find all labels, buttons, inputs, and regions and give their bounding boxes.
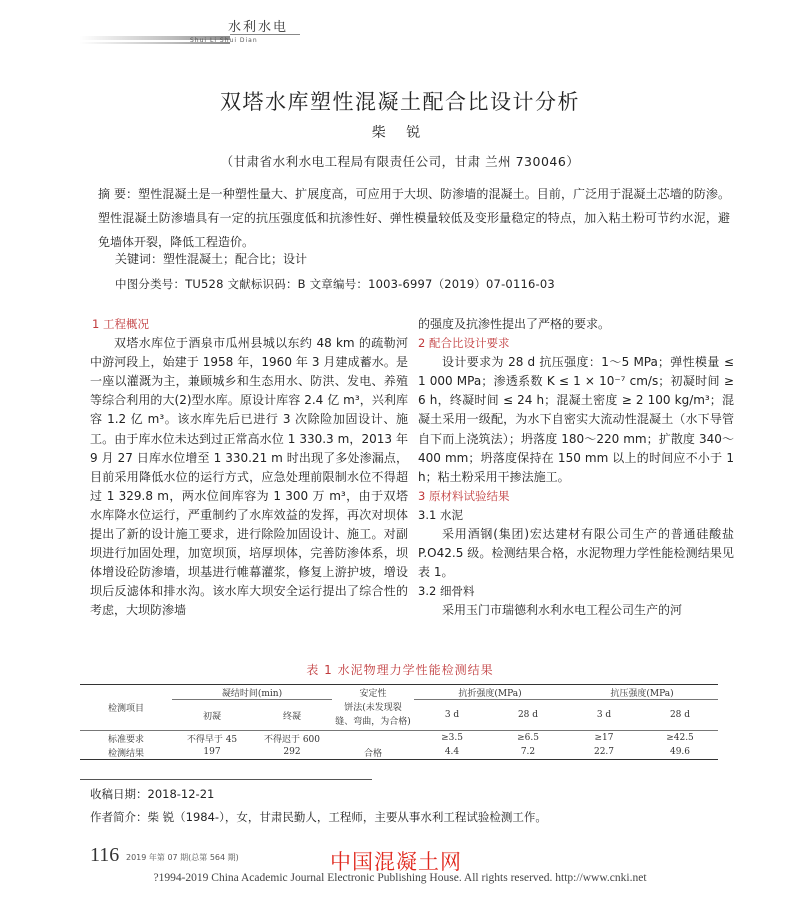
table-sub-pie-line-1: 饼法(未发现裂	[344, 702, 402, 713]
watermark: 中国混凝土网	[330, 850, 462, 874]
table-head-item: 检测项目	[80, 685, 172, 731]
table-row	[80, 731, 718, 746]
copyright-line: ?1994-2019 China Academic Journal Electronic Publishing House. All rights reserved. http://www.cnki.net	[153, 872, 647, 884]
abstract-text: 塑性混凝土是一种塑性量大、扩展度高，可应用于大坝、防渗墙的混凝土。目前，广泛用于混凝土芯墙的防渗。塑性混凝土防渗墙具有一定的抗压强度低和抗渗性好、弹性模量较低及变形量稳定的特点，加入粘土粉可节约水泥，避免墙体开裂，降低工程造价。	[98, 187, 730, 249]
footnote-divider	[80, 779, 372, 780]
affiliation: （甘肃省水利水电工程局有限责任公司，甘肃 兰州 730046）	[220, 154, 580, 169]
abstract	[98, 182, 730, 254]
table-sub-comp-3d: 3 d	[566, 700, 642, 731]
table-cell: 不得迟于 600	[263, 734, 321, 745]
table-cell: ≥42.5	[666, 733, 694, 743]
section-3-title: 3 原材料试验结果	[418, 488, 510, 503]
table-header-row-2	[80, 700, 718, 731]
table-cell: 4.4	[414, 745, 490, 760]
table-head-setting: 凝结时间(min)	[172, 685, 332, 700]
subsection-3-2-title: 3.2 细骨料	[418, 584, 475, 599]
issue-info: 2019 年第 07 期(总第 564 期)	[126, 853, 239, 862]
table-row	[80, 745, 718, 760]
table-sub-comp-28d: 28 d	[642, 700, 718, 731]
table-caption: 表 1 水泥物理力学性能检测结果	[306, 663, 494, 677]
table-cell: 不得早于 45	[186, 734, 238, 745]
author: 柴 锐	[371, 125, 429, 141]
journal-pinyin: Shui Li Shui Dian	[190, 37, 258, 44]
table-header-row-1	[80, 685, 718, 700]
table-sub-flex-3d: 3 d	[414, 700, 490, 731]
left-column	[90, 315, 408, 621]
table-sub-initial: 初凝	[172, 700, 252, 731]
table-sub-final: 终凝	[252, 700, 332, 731]
table-cell: 49.6	[642, 745, 718, 760]
table-head-stability: 安定性	[332, 685, 414, 700]
table-head-comp: 抗压强度(MPa)	[566, 685, 718, 700]
paragraph-overview: 双塔水库位于酒泉市瓜州县城以东约 48 km 的疏勒河中游河段上，始建于 1958 年，1960 年 3 月建成蓄水。是一座以灌溉为主，兼顾城乡和生态用水、防洪、发电、养殖等综合利用的大(2)型水库。原设计库容 2.4 亿 m³，兴利库容 1.2 亿 m³。该水库先后已进行 3 次除险加固设计、施工。由于库水位未达到过正常高水位 1 330.3 m，2013 年 9 月 27 日库水位增至 1 330.21 m 时出现了多处渗漏点，目前采用降低水位的运行方式，应急处理前限制水位不得超过 1 329.8 m，两水位间库容为 1 300 万 m³，由于双塔水库降水位运行，严重制约了水库效益的发挥，再次对坝体提出了新的设计施工要求，进行除险加固设计、施工。对副坝进行加固处理，加宽坝顶，培厚坝体，完善防渗体系，坝体增设砼防渗墙，坝基进行帷幕灌浆，修复上游护坡，增设坝后反滤体和排水沟。该水库大坝安全运行提出了综合性的考虑，大坝防渗墙	[90, 336, 408, 618]
table-cell: 检测结果	[80, 745, 172, 760]
cement-test-table	[80, 684, 718, 760]
table-sub-pie	[332, 700, 414, 731]
table-cell: 合格	[332, 745, 414, 760]
table-cell: 标准要求	[107, 734, 144, 745]
paper-title: 双塔水库塑性混凝土配合比设计分析	[220, 90, 580, 114]
table-head-flex: 抗折强度(MPa)	[414, 685, 566, 700]
paragraph-continued: 的强度及抗渗性提出了严格的要求。	[418, 317, 611, 331]
table-cell: 292	[252, 745, 332, 760]
table-sub-pie-line-2: 缝、弯曲，为合格)	[335, 716, 411, 727]
subsection-3-1-title: 3.1 水泥	[418, 507, 463, 522]
paragraph-design-requirements: 设计要求为 28 d 抗压强度：1～5 MPa；弹性模量 ≤ 1 000 MPa；渗透系数 K ≤ 1 × 10⁻⁷ cm/s；初凝时间 ≥ 6 h，终凝时间 ≤ 24 h；混凝土密度 ≥ 2 100 kg/m³；混凝土采用一级配，为水下自密实大流动性混凝土（水下导管自下而上浇筑法）；坍落度 180～220 mm；扩散度 340～400 mm；坍落度保持在 150 mm 以上的时间应不小于 1 h；粘土粉采用干掺法施工。	[418, 355, 734, 484]
table-cell: 197	[172, 745, 252, 760]
section-2-title: 2 配合比设计要求	[418, 336, 510, 351]
table-cell: 7.2	[490, 745, 566, 760]
table-cell: ≥3.5	[441, 733, 463, 743]
table-cell	[332, 731, 414, 746]
right-column	[418, 315, 734, 621]
classification: 中图分类号：TU528 文献标识码：B 文章编号：1003-6997（2019）07-0116-03	[115, 277, 555, 291]
author-bio: 作者简介：柴 锐（1984-），女，甘肃民勤人，工程师，主要从事水利工程试验检测工作。	[90, 810, 547, 824]
received-date: 收稿日期：2018-12-21	[90, 787, 215, 801]
page-number: 116	[90, 844, 120, 866]
journal-name: 水利水电	[228, 20, 289, 35]
table-cell: ≥17	[594, 733, 614, 743]
paragraph-fine-aggregate: 采用玉门市瑞德利水利水电工程公司生产的河	[442, 603, 683, 618]
table-sub-flex-28d: 28 d	[490, 700, 566, 731]
section-1-title: 1 工程概况	[92, 317, 149, 331]
table-cell: ≥6.5	[517, 733, 539, 743]
abstract-label: 摘 要：	[98, 187, 139, 201]
table-cell: 22.7	[566, 745, 642, 760]
paragraph-cement: 采用酒钢(集团)宏达建材有限公司生产的普通硅酸盐 P.O42.5 级。检测结果合格，水泥物理力学性能检测结果见表 1。	[418, 527, 734, 580]
keywords: 关键词：塑性混凝土；配合比；设计	[115, 252, 308, 266]
